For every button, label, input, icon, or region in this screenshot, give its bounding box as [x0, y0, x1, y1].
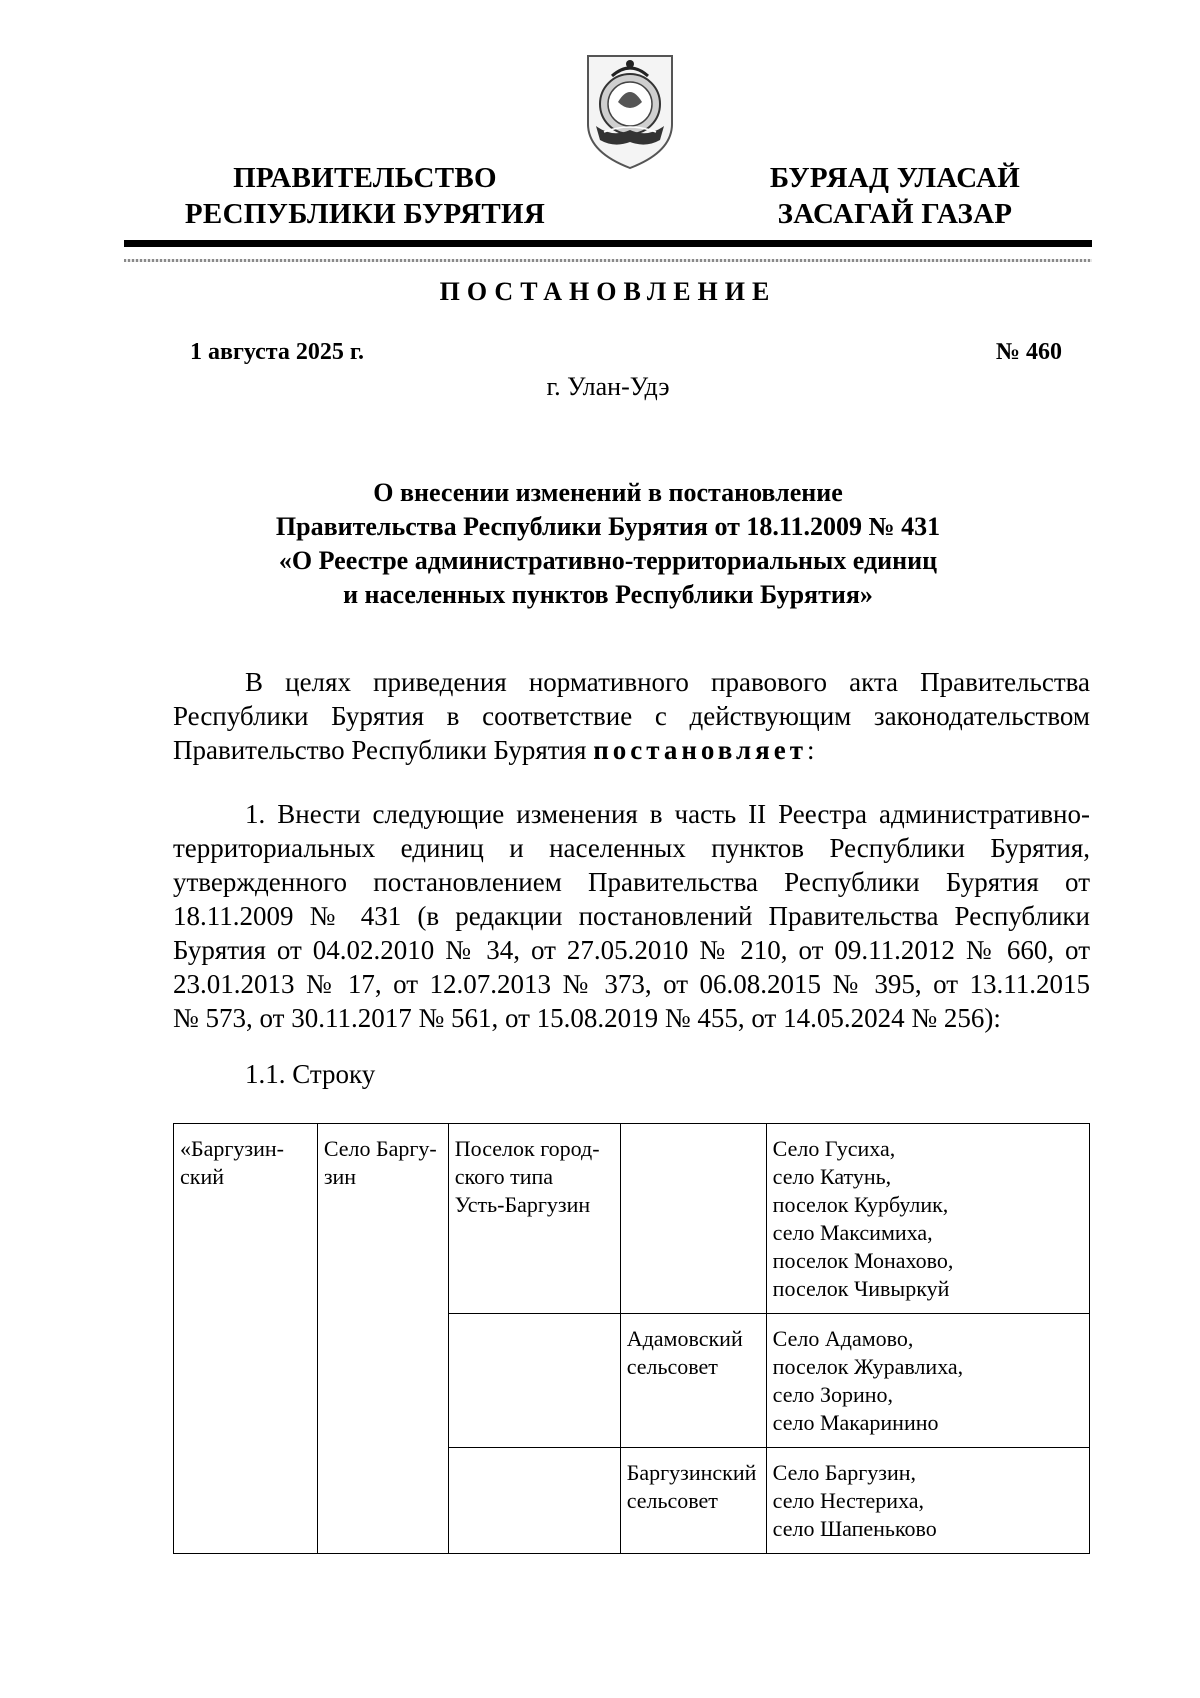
cell-line: Адамовский	[626, 1326, 743, 1351]
registry-table-body	[174, 1124, 1090, 1554]
header-divider-thin	[124, 259, 1092, 262]
cell-line: ского типа	[454, 1164, 554, 1189]
cell-line: село Шапеньково	[772, 1516, 937, 1541]
localities-cell	[766, 1124, 1089, 1314]
title-line: О внесении изменений в постановление	[373, 478, 843, 507]
cell-line: ский	[180, 1164, 224, 1189]
cell-line: село Максимиха,	[772, 1220, 933, 1245]
cell-line: село Макаринино	[772, 1410, 939, 1435]
header-line: ПРАВИТЕЛЬСТВО	[233, 162, 497, 194]
paragraph-line: 18.11.2009 № 431 (в редакции постановлений Правительства Республики	[173, 901, 1090, 931]
cell-line: Село Баргузин,	[772, 1460, 917, 1485]
preamble-paragraph	[173, 665, 1090, 767]
cell-line: Поселок город-	[454, 1136, 600, 1161]
settlement-cell	[448, 1124, 620, 1314]
title-line: и населенных пунктов Республики Бурятия»	[343, 580, 873, 609]
resolves-word: постановляет	[593, 735, 807, 765]
registry-table	[173, 1123, 1090, 1554]
document-type: ПОСТАНОВЛЕНИЕ	[439, 277, 777, 306]
paragraph-line	[173, 733, 1090, 767]
district-cell	[174, 1124, 318, 1554]
title-line: Правительства Республики Бурятия от 18.11.2009 № 431	[275, 512, 941, 541]
cell-line: поселок Чивыркуй	[772, 1276, 950, 1301]
header-line: ЗАСАГАЙ ГАЗАР	[777, 198, 1013, 230]
admin-center-cell	[317, 1124, 448, 1554]
cell-line: село Катунь,	[772, 1164, 892, 1189]
coat-of-arms-emblem	[582, 52, 678, 172]
paragraph-line: территориальных единиц и населенных пунктов Республики Бурятия,	[173, 833, 1090, 863]
cell-line: село Нестериха,	[772, 1488, 925, 1513]
cell-line: Усть-Баргузин	[454, 1192, 591, 1217]
paragraph-line: В целях приведения нормативного правового акта Правительства	[245, 667, 1090, 697]
cell-line: зин	[323, 1164, 357, 1189]
cell-line: Село Гусиха,	[772, 1136, 896, 1161]
header-divider-thick	[124, 240, 1092, 247]
settlement-cell	[448, 1448, 620, 1554]
council-cell	[620, 1124, 766, 1314]
document-date: 1 августа 2025 г.	[190, 339, 365, 365]
cell-line: сельсовет	[626, 1354, 718, 1379]
cell-line: поселок Журавлиха,	[772, 1354, 964, 1379]
paragraph-line: Бурятия от 04.02.2010 № 34, от 27.05.2010 № 210, от 09.11.2012 № 660, от	[173, 935, 1090, 965]
cell-line: Село Баргу-	[323, 1136, 437, 1161]
title-line: «О Реестре административно-территориальных единиц	[278, 546, 938, 575]
paragraph-text: Правительство Республики Бурятия	[173, 735, 594, 765]
cell-line: поселок Монахово,	[772, 1248, 954, 1273]
government-name-russian	[180, 160, 550, 232]
cell-line: сельсовет	[626, 1488, 718, 1513]
cell-line: «Баргузин-	[180, 1136, 284, 1161]
item-1-paragraph	[173, 797, 1090, 1035]
paragraph-line: 1. Внести следующие изменения в часть II Реестра административно-	[245, 799, 1090, 829]
header-line: БУРЯАД УЛАСАЙ	[769, 162, 1021, 194]
document-city: г. Улан-Удэ	[546, 372, 670, 401]
cell-line: Баргузинский	[626, 1460, 757, 1485]
paragraph-line: Республики Бурятия в соответствие с действующим законодательством	[173, 701, 1090, 731]
paragraph-line: № 573, от 30.11.2017 № 561, от 15.08.2019 № 455, от 14.05.2024 № 256):	[173, 1003, 1001, 1033]
cell-line: Село Адамово,	[772, 1326, 914, 1351]
council-cell	[620, 1314, 766, 1448]
header-line: РЕСПУБЛИКИ БУРЯТИЯ	[184, 198, 546, 230]
settlement-cell	[448, 1314, 620, 1448]
cell-line: село Зорино,	[772, 1382, 894, 1407]
paragraph-line: 23.01.2013 № 17, от 12.07.2013 № 373, от 06.08.2015 № 395, от 13.11.2015	[173, 969, 1090, 999]
government-name-buryat	[750, 160, 1040, 232]
document-title	[124, 476, 1092, 612]
council-cell	[620, 1448, 766, 1554]
cell-line: поселок Курбулик,	[772, 1192, 949, 1217]
document-number: № 460	[995, 339, 1062, 365]
paragraph-punct: :	[806, 735, 815, 765]
localities-cell	[766, 1448, 1089, 1554]
table-row	[174, 1124, 1090, 1314]
localities-cell	[766, 1314, 1089, 1448]
item-1-1-heading: 1.1. Строку	[245, 1059, 376, 1089]
paragraph-line: утвержденного постановлением Правительства Республики Бурятия от	[173, 867, 1090, 897]
